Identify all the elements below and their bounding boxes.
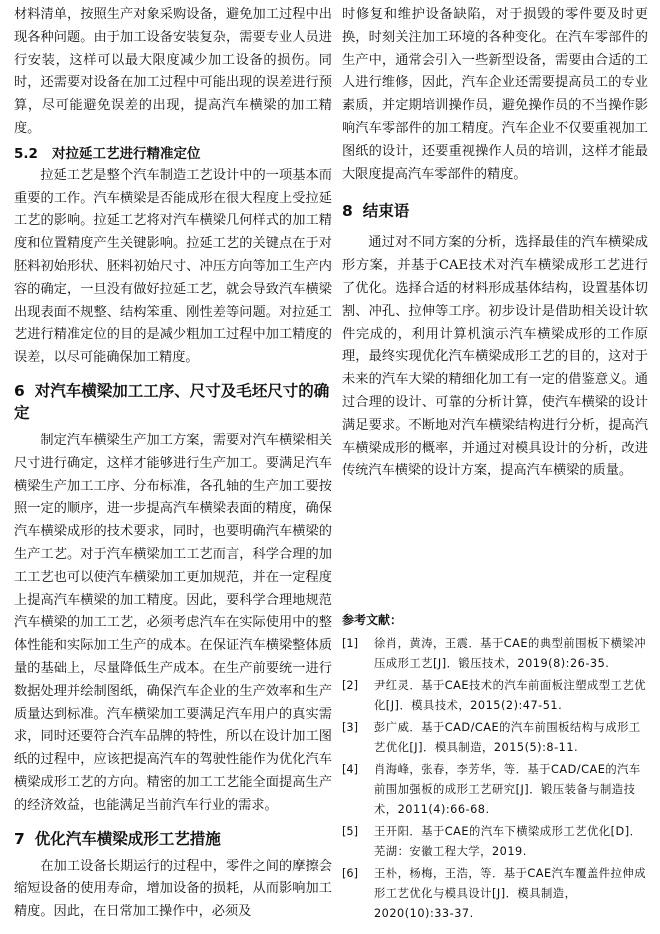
- section-number: 5.2: [14, 145, 38, 162]
- section-number: 8: [342, 202, 353, 221]
- section-title: 优化汽车横梁成形工艺措施: [34, 829, 221, 848]
- reference-item: [342, 864, 648, 924]
- reference-index: [2]: [342, 679, 359, 693]
- reference-index: [5]: [342, 825, 359, 839]
- reference-text: 尹红灵．基于CAE技术的汽车前面板注塑成型工艺优化[J]．模具技术，2015(2):47-51.: [374, 679, 646, 713]
- section-number: 7: [14, 829, 25, 848]
- section-title: 对汽车横梁加工工序、尺寸及毛坯尺寸的确定: [14, 381, 330, 422]
- paragraph: 拉延工艺是整个汽车制造工艺设计中的一项基本而重要的工作。汽车横梁是否能成形在很大程度上受拉延工艺的影响。拉延工艺将对汽车横梁几何样式的加工精度和位置精度产生关键影响。拉延工艺的关键点在于对胚料初始形状、胚料初始尺寸、冲压方向等加工生产内容的确定，一旦没有做好拉延工艺，就会导致汽车横梁出现表面不规整、结构笨重、刚性差等问题。对拉延工艺进行精准定位的目的是减少粗加工过程中加工精度的误差，以尽可能确保加工精度。: [14, 167, 332, 366]
- reference-item: [342, 634, 648, 674]
- section-heading-8: [342, 200, 648, 222]
- reference-index: [4]: [342, 763, 359, 777]
- paragraph: 制定汽车横梁生产加工方案，需要对汽车横梁相关尺寸进行确定，这样才能够进行生产加工。要满足汽车横梁生产加工工序、分布标准，各孔轴的生产加工要按照一定的顺序，进一步提高汽车横梁表面的精度，确保汽车横梁成形的技术要求，同时，也要明确汽车横梁的生产工艺。对于汽车横梁加工工艺而言，科学合理的加工工艺也可以使汽车横梁加工更加规范，并在一定程度上提高汽车横梁的加工精度。因此，要科学合理地规范汽车横梁的加工工艺，必须考虑汽车在实际使用中的整体性能和实际加工生产的成本。在保证汽车横梁整体质量的基础上，尽量降低生产成本。在生产前要统一进行数据处理并绘制图纸，确保汽车企业的生产效率和生产质量达到标准。汽车横梁加工要满足汽车用户的真实需求，同时还要符合汽车品牌的特性，所以在设计加工图纸的过程中，应该把提高汽车的驾驶性能作为优化汽车横梁成形工艺的方向。精密的加工工艺能全面提高生产的经济效益，也能满足当前汽车行业的需求。: [14, 432, 332, 813]
- reference-item: [342, 718, 648, 758]
- references-title: 参考文献：: [342, 613, 403, 628]
- paragraph: 通过对不同方案的分析，选择最佳的汽车横梁成形方案，并基于CAE技术对汽车横梁成形工艺进行了优化。选择合适的材料形成基体结构，设置基体切割、冲孔、拉伸等工序。初步设计是借助相关设计软件完成的，利用计算机演示汽车横梁成形的工作原理，最终实现优化汽车横梁成形工艺的目的，这对于未来的汽车大梁的精细化加工有一定的借鉴意义。通过合理的设计、可靠的分析计算，使汽车横梁的设计满足要求。不断地对汽车横梁结构进行分析，提高汽车横梁成形的概率，并通过对模具设计的分析，改进传统汽车横梁的设计方案，提高汽车横梁的质量。: [342, 235, 648, 479]
- reference-text: 王开阳．基于CAE的汽车下横梁成形工艺优化[D]．芜湖：安徽工程大学，2019.: [374, 825, 642, 859]
- reference-text: 彭广威．基于CAD/CAE的汽车前围板结构与成形工艺优化[J]．模具制造，2015(5):8-11.: [374, 721, 641, 755]
- right-column: [342, 0, 648, 926]
- reference-text: 肖海峰，张春，李芳华，等．基于CAD/CAE的汽车前围加强板的成形工艺研究[J]．锻压装备与制造技术，2011(4):66-68.: [374, 763, 641, 817]
- reference-text: 徐肖，黄涛，王震．基于CAE的典型前围板下横梁冲压成形工艺[J]．锻压技术，2019(8):26-35.: [374, 637, 646, 671]
- section-heading-7: [14, 828, 332, 850]
- left-column: [14, 0, 332, 924]
- section-title: 对拉延工艺进行精准定位: [52, 145, 201, 162]
- paragraph: 材料清单，按照生产对象采购设备，避免加工过程中出现各种问题。由于加工设备安装复杂，需要专业人员进行安装，这样可以最大限度减少加工设备的损伤。同时，还需要对设备在加工过程中可能出现的误差进行预算，尽可能避免误差的出现，提高汽车横梁的加工精度。: [14, 7, 332, 136]
- paragraph: 在加工设备长期运行的过程中，零件之间的摩擦会缩短设备的使用寿命，增加设备的损耗，从而影响加工精度。因此，在日常加工操作中，必须及: [14, 858, 332, 920]
- reference-index: [1]: [342, 637, 359, 651]
- reference-text: 王朴，杨梅，王浩，等．基于CAE汽车覆盖件拉伸成形工艺优化与模具设计[J]．模具制造，2020(10):33-37.: [374, 867, 646, 921]
- references-list: [342, 634, 648, 924]
- paragraph: 时修复和维护设备缺陷，对于损毁的零件要及时更换，时刻关注加工环境的各种变化。在汽车零部件的生产中，通常会引入一些新型设备，需要由合适的工人进行维修，因此，汽车企业还需要提高员工的专业素质，并定期培训操作员，避免操作员的不当操作影响汽车零部件的加工精度。汽车企业不仅要重视加工图纸的设计，还要重视操作人员的培训，这样才能最大限度提高汽车零部件的精度。: [342, 7, 648, 182]
- section-title: 结束语: [362, 202, 410, 221]
- reference-item: [342, 676, 648, 716]
- section-number: 6: [14, 381, 25, 400]
- section-heading-6: [14, 380, 332, 424]
- reference-index: [3]: [342, 721, 359, 735]
- reference-index: [6]: [342, 867, 359, 881]
- section-heading-5-2: [14, 143, 332, 165]
- reference-item: [342, 822, 648, 862]
- reference-item: [342, 760, 648, 820]
